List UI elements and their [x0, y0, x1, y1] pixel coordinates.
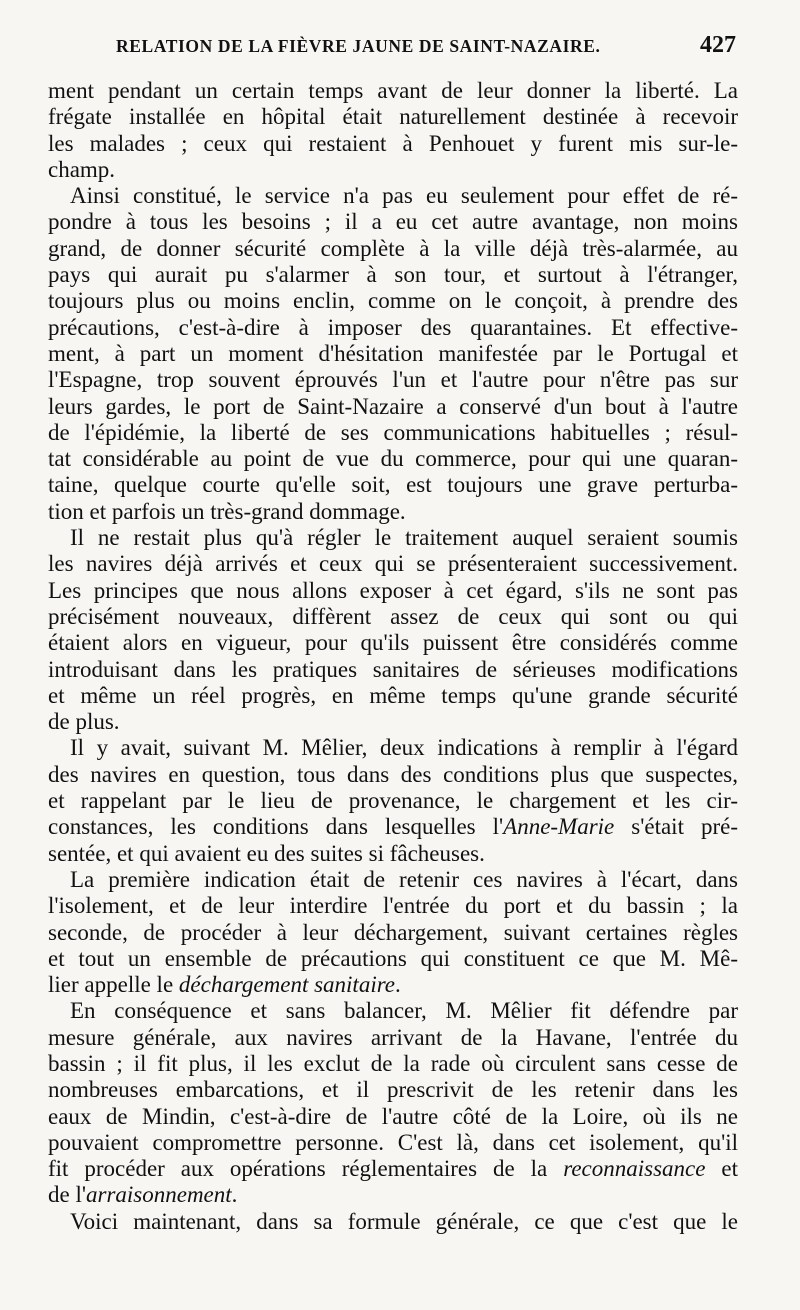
text-line: Il y avait, suivant M. Mêlier, deux indications à remplir à l'égard	[70, 735, 738, 761]
text-line: et tout un ensemble de précautions qui constituent ce que M. Mê-	[48, 945, 738, 971]
text-line: leurs gardes, le port de Saint-Nazaire a conservé d'un bout à l'autre	[48, 393, 738, 419]
text-line: toujours plus ou moins enclin, comme on le conçoit, à prendre des	[48, 288, 738, 314]
text-line: champ.	[48, 156, 116, 182]
text-line: précisément nouveaux, diffèrent assez de ceux qui sont ou qui	[48, 603, 738, 629]
paragraph	[48, 183, 738, 525]
text-line: tat considérable au point de vue du commerce, pour qui une quaran-	[48, 446, 738, 472]
body-text	[48, 78, 738, 1235]
paragraph	[48, 735, 738, 866]
text-line: pays qui aurait pu s'alarmer à son tour, et surtout à l'étranger,	[48, 262, 738, 288]
text-line: tion et parfois un très-grand dommage.	[48, 498, 406, 524]
text-line: grand, de donner sécurité complète à la ville déjà très-alarmée, au	[48, 235, 738, 261]
text-line: lier appelle le déchargement sanitaire.	[48, 972, 401, 998]
paragraph	[48, 1209, 738, 1235]
text-line: et rappelant par le lieu de provenance, le chargement et les cir-	[48, 788, 738, 814]
text-line: et même un réel progrès, en même temps qu'une grande sécurité	[48, 682, 738, 708]
text-line: mesure générale, aux navires arrivant de la Havane, l'entrée du	[48, 1024, 738, 1050]
text-line: frégate installée en hôpital était naturellement destinée à recevoir	[48, 104, 738, 130]
text-line: taine, quelque courte qu'elle soit, est toujours une grave perturba-	[48, 472, 738, 498]
text-line: pondre à tous les besoins ; il a eu cet autre avantage, non moins	[48, 209, 738, 235]
text-line: ment, à part un moment d'hésitation manifestée par le Portugal et	[48, 340, 738, 366]
text-line: sentée, et qui avaient eu des suites si fâcheuses.	[48, 840, 485, 866]
text-line: étaient alors en vigueur, pour qu'ils puissent être considérés comme	[48, 630, 738, 656]
text-line: eaux de Mindin, c'est-à-dire de l'autre côté de la Loire, où ils ne	[48, 1103, 738, 1129]
text-line: l'Espagne, trop souvent éprouvés l'un et l'autre pour n'être pas sur	[48, 367, 738, 393]
paragraph	[48, 867, 738, 998]
text-line: Ainsi constitué, le service n'a pas eu seulement pour effet de ré-	[70, 183, 738, 209]
text-line: les malades ; ceux qui restaient à Penhouet y furent mis sur-le-	[48, 130, 738, 156]
paragraph	[48, 998, 738, 1208]
running-head	[0, 34, 800, 64]
text-line: Voici maintenant, dans sa formule générale, ce que c'est que le	[70, 1208, 738, 1234]
text-line: constances, les conditions dans lesquelles l'Anne-Marie s'était pré-	[48, 814, 738, 840]
text-line: seconde, de procéder à leur déchargement, suivant certaines règles	[48, 919, 738, 945]
text-line: bassin ; il fit plus, il les exclut de la rade où circulent sans cesse de	[48, 1050, 738, 1076]
text-line: l'isolement, et de leur interdire l'entrée du port et du bassin ; la	[48, 893, 738, 919]
text-line: introduisant dans les pratiques sanitaires de sérieuses modifications	[48, 656, 738, 682]
running-head-title: RELATION DE LA FIÈVRE JAUNE DE SAINT-NAZAIRE.	[116, 36, 601, 56]
text-line: des navires en question, tous dans des conditions plus que suspectes,	[48, 761, 738, 787]
paragraph	[48, 525, 738, 735]
text-line: Les principes que nous allons exposer à cet égard, s'ils ne sont pas	[48, 577, 738, 603]
text-line: Il ne restait plus qu'à régler le traitement auquel seraient soumis	[70, 525, 738, 551]
text-line: fit procéder aux opérations réglementaires de la reconnaissance et	[48, 1156, 738, 1182]
text-line: les navires déjà arrivés et ceux qui se présenteraient successivement.	[48, 551, 738, 577]
text-line: La première indication était de retenir ces navires à l'écart, dans	[70, 866, 738, 892]
text-line: précautions, c'est-à-dire à imposer des quarantaines. Et effective-	[48, 314, 738, 340]
paragraph	[48, 78, 738, 183]
text-line: En conséquence et sans balancer, M. Mêlier fit défendre par	[70, 998, 738, 1024]
page-number: 427	[700, 32, 736, 58]
text-line: ment pendant un certain temps avant de leur donner la liberté. La	[48, 78, 738, 103]
text-line: nombreuses embarcations, et il prescrivit de les retenir dans les	[48, 1077, 738, 1103]
text-line: de plus.	[48, 709, 120, 735]
text-line: de l'arraisonnement.	[48, 1182, 238, 1208]
text-line: pouvaient compromettre personne. C'est là, dans cet isolement, qu'il	[48, 1129, 738, 1155]
text-line: de l'épidémie, la liberté de ses communications habituelles ; résul-	[48, 419, 738, 445]
